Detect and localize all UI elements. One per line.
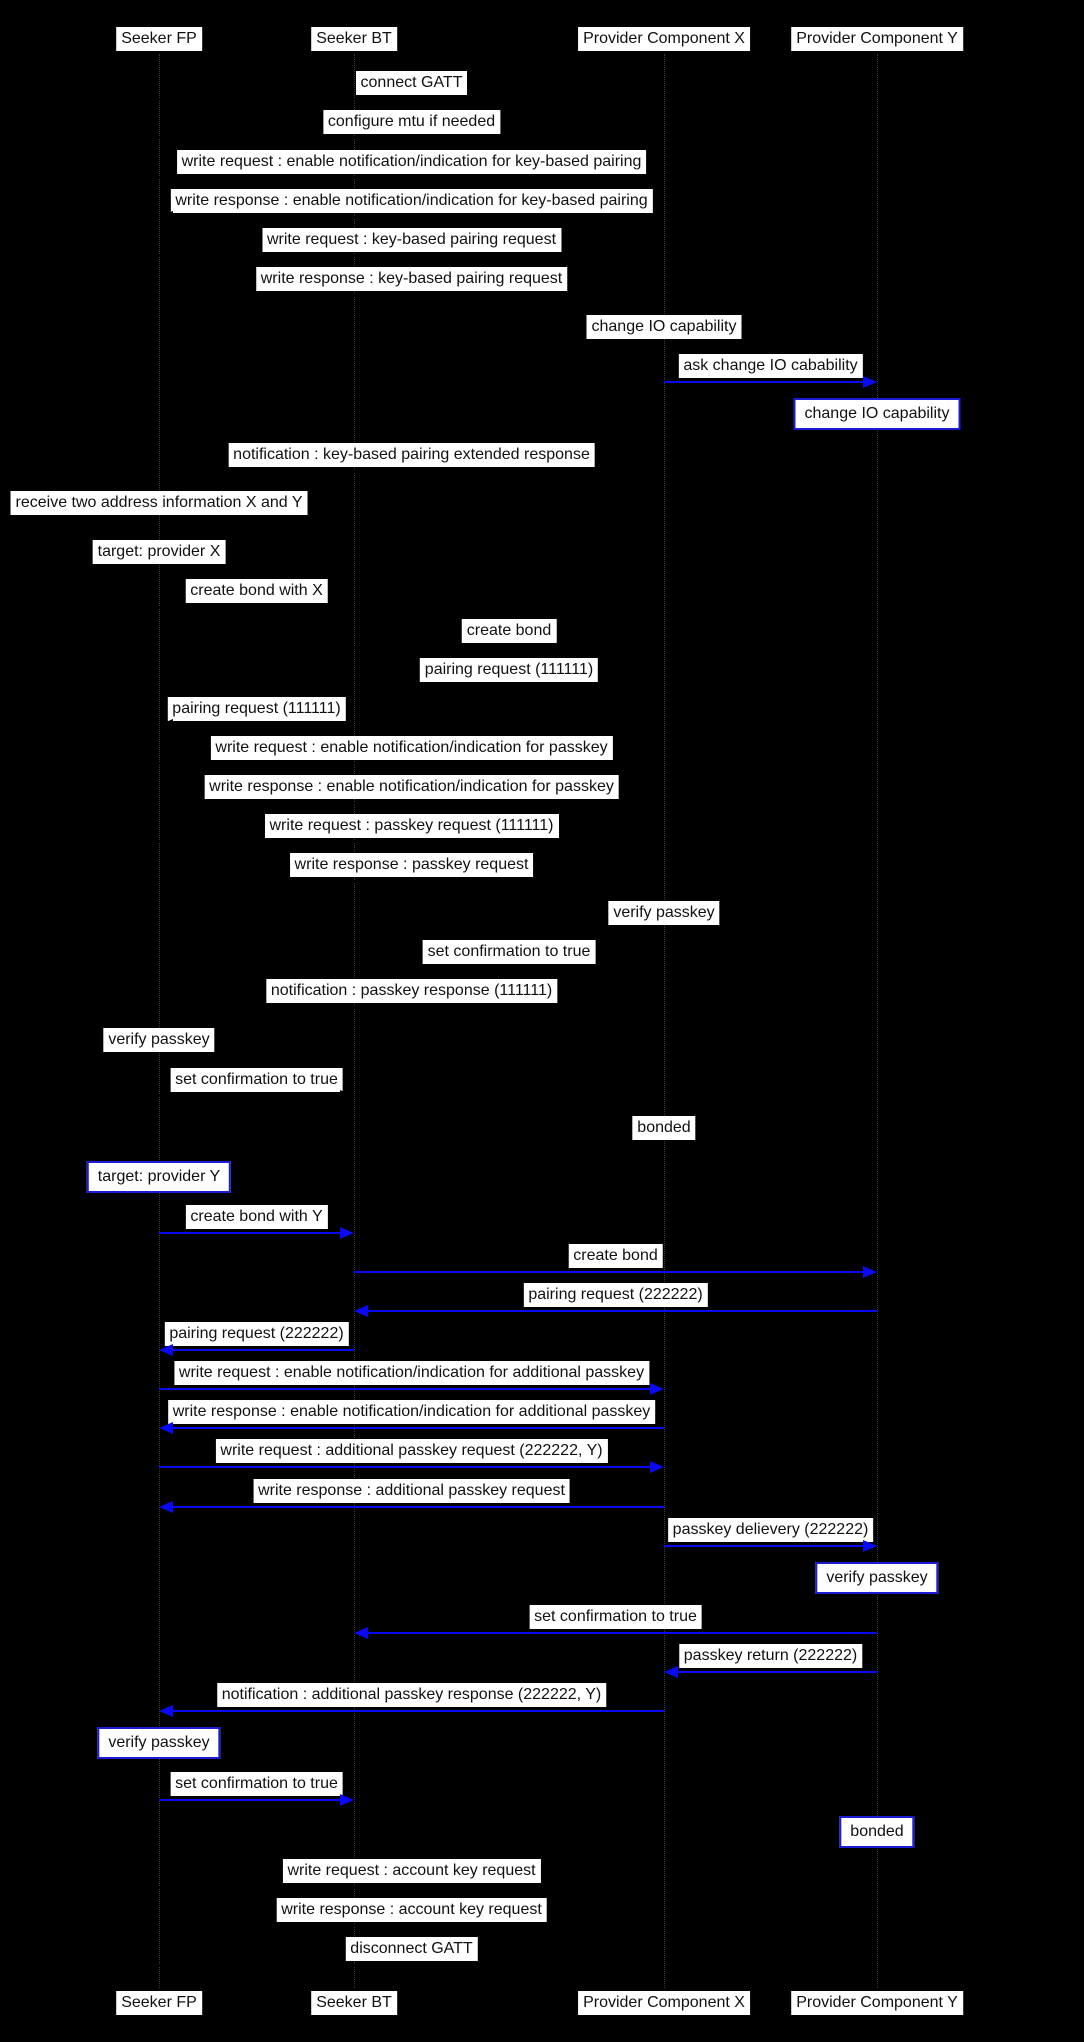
message-arrow-line [159, 1388, 650, 1390]
message-label: create bond [462, 619, 557, 643]
message-label: write request : enable notification/indication for additional passkey [174, 1361, 649, 1385]
message-arrow-line [159, 1232, 340, 1234]
message-arrowhead [650, 758, 664, 770]
message-label: passkey return (222222) [679, 1644, 862, 1668]
participant-label-bottom-3: Provider Component X [578, 1991, 750, 2015]
message-arrow-line [159, 1799, 340, 1801]
message-arrowhead [340, 1090, 354, 1102]
message-label: passkey delievery (222222) [668, 1518, 874, 1542]
message-arrow-line [368, 967, 664, 969]
message-arrow-line [159, 763, 650, 765]
message-arrow-line [173, 880, 664, 882]
message-label: set confirmation to true [170, 1772, 343, 1796]
participant-label-top-1: Seeker FP [116, 27, 202, 51]
message-arrowhead [159, 797, 173, 809]
message-arrowhead [664, 1666, 678, 1678]
participant-label-top-2: Seeker BT [311, 27, 397, 51]
message-arrowhead [159, 289, 173, 301]
message-arrowhead [354, 962, 368, 974]
message-arrow-line [159, 255, 650, 257]
message-arrow-line [173, 216, 664, 218]
self-message-label: change IO capability [587, 315, 742, 339]
message-label: ask change IO cabability [678, 354, 862, 378]
self-message-label: target: provider X [93, 540, 226, 564]
message-arrow-line [664, 381, 863, 383]
message-arrowhead [159, 719, 173, 731]
message-label: write response : account key request [276, 1898, 547, 1922]
message-arrow-line [159, 177, 650, 179]
message-arrow-line [368, 1632, 877, 1634]
message-label: set confirmation to true [529, 1605, 702, 1629]
message-arrowhead [354, 1627, 368, 1639]
message-arrowhead [159, 1344, 173, 1356]
self-message-label: bonded [632, 1116, 695, 1140]
message-label: write request : enable notification/indication for key-based pairing [177, 150, 647, 174]
message-arrowhead [650, 1959, 664, 1971]
message-label: write request : account key request [282, 1859, 540, 1883]
note-label: verify passkey [815, 1562, 938, 1594]
participant-label-top-4: Provider Component Y [791, 27, 963, 51]
message-label: write request : key-based pairing request [262, 228, 561, 252]
message-label: notification : passkey response (111111) [266, 979, 557, 1003]
message-arrow-line [173, 294, 664, 296]
message-arrowhead [650, 132, 664, 144]
message-arrow-line [173, 802, 664, 804]
message-arrow-line [173, 1710, 664, 1712]
message-label: write response : enable notification/indication for passkey [204, 775, 619, 799]
message-arrow-line [368, 685, 664, 687]
message-arrow-line [354, 1271, 863, 1273]
message-arrowhead [863, 1266, 877, 1278]
message-arrow-line [664, 1545, 863, 1547]
message-label: write response : key-based pairing request [256, 267, 568, 291]
message-arrow-line [159, 137, 650, 139]
message-label: set confirmation to true [170, 1068, 343, 1092]
message-label: pairing request (222222) [523, 1283, 707, 1307]
message-label: write request : passkey request (111111) [265, 814, 559, 838]
note-label: target: provider Y [87, 1161, 231, 1193]
message-label: set confirmation to true [423, 940, 596, 964]
message-arrowhead [340, 1794, 354, 1806]
message-arrowhead [650, 641, 664, 653]
message-arrowhead [650, 93, 664, 105]
message-arrow-line [368, 1310, 877, 1312]
lifeline-1 [159, 54, 160, 1988]
message-arrowhead [159, 211, 173, 223]
message-label: write response : enable notification/indication for key-based pairing [170, 189, 652, 213]
message-arrow-line [173, 724, 354, 726]
note-label: bonded [839, 1816, 914, 1848]
participant-label-bottom-1: Seeker FP [116, 1991, 202, 2015]
message-arrowhead [159, 1422, 173, 1434]
message-label: pairing request (111111) [420, 658, 598, 682]
message-arrowhead [159, 875, 173, 887]
message-arrowhead [863, 376, 877, 388]
message-arrow-line [159, 606, 340, 608]
message-arrow-line [159, 841, 650, 843]
message-label: pairing request (111111) [167, 697, 345, 721]
message-label: write request : additional passkey request (222222, Y) [215, 1439, 607, 1463]
message-arrow-line [159, 98, 650, 100]
message-arrowhead [354, 1305, 368, 1317]
message-arrow-line [159, 1095, 340, 1097]
message-label: connect GATT [356, 71, 468, 95]
message-arrowhead [340, 601, 354, 613]
message-label: write response : passkey request [290, 853, 534, 877]
message-label: create bond [568, 1244, 663, 1268]
message-arrowhead [340, 1227, 354, 1239]
participant-label-bottom-2: Seeker BT [311, 1991, 397, 2015]
message-label: create bond with Y [185, 1205, 327, 1229]
message-arrow-line [173, 470, 664, 472]
lifeline-4 [877, 54, 878, 1988]
self-message-label: verify passkey [103, 1028, 214, 1052]
message-arrowhead [650, 836, 664, 848]
message-arrow-line [173, 1506, 664, 1508]
self-message-label: verify passkey [608, 901, 719, 925]
note-label: verify passkey [97, 1727, 220, 1759]
message-arrow-line [159, 1964, 650, 1966]
self-message-label: receive two address information X and Y [11, 491, 308, 515]
message-arrowhead [650, 1881, 664, 1893]
message-label: create bond with X [185, 579, 328, 603]
message-arrowhead [159, 1501, 173, 1513]
message-arrowhead [650, 1383, 664, 1395]
note-label: change IO capability [794, 398, 961, 430]
message-label: notification : additional passkey response (222222, Y) [217, 1683, 607, 1707]
message-label: configure mtu if needed [323, 110, 500, 134]
message-arrowhead [354, 680, 368, 692]
message-arrow-line [159, 1886, 650, 1888]
message-arrowhead [159, 1001, 173, 1013]
message-arrowhead [650, 1461, 664, 1473]
message-arrowhead [650, 172, 664, 184]
message-arrowhead [159, 1705, 173, 1717]
participant-label-top-3: Provider Component X [578, 27, 750, 51]
message-label: pairing request (222222) [164, 1322, 348, 1346]
message-arrowhead [159, 1920, 173, 1932]
message-label: write request : enable notification/indication for passkey [210, 736, 612, 760]
participant-label-bottom-4: Provider Component Y [791, 1991, 963, 2015]
message-arrow-line [173, 1925, 664, 1927]
message-label: notification : key-based pairing extended response [228, 443, 595, 467]
message-arrowhead [863, 1540, 877, 1552]
message-arrow-line [159, 1466, 650, 1468]
message-arrowhead [650, 250, 664, 262]
message-arrow-line [173, 1006, 664, 1008]
message-label: write response : enable notification/indication for additional passkey [168, 1400, 656, 1424]
message-arrow-line [173, 1349, 354, 1351]
message-arrow-line [173, 1427, 664, 1429]
message-arrowhead [159, 465, 173, 477]
lifeline-3 [664, 54, 665, 1988]
message-label: disconnect GATT [345, 1937, 477, 1961]
message-arrow-line [354, 646, 650, 648]
message-label: write response : additional passkey request [253, 1479, 570, 1503]
message-arrow-line [678, 1671, 877, 1673]
